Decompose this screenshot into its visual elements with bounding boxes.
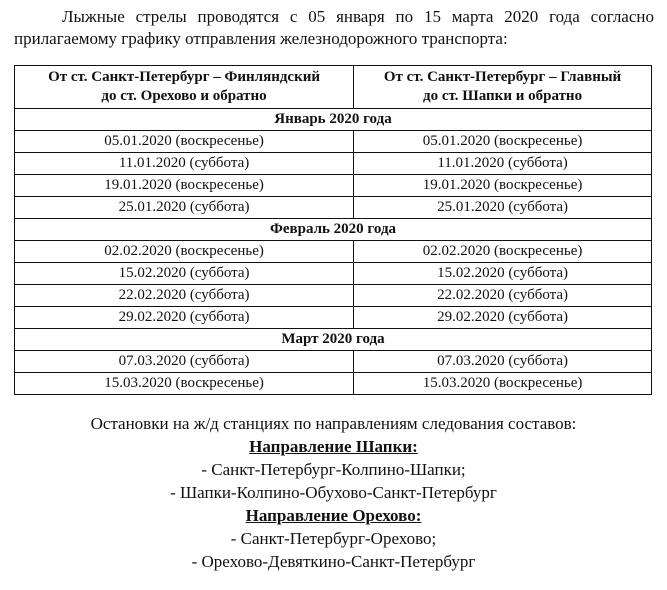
header-line: От ст. Санкт-Петербург – Финляндский (48, 69, 321, 85)
table-row (15, 197, 652, 219)
date-cell: 05.01.2020 (воскресенье) (354, 131, 652, 153)
header-line: до ст. Орехово и обратно (101, 88, 267, 104)
date-cell: 22.02.2020 (суббота) (354, 285, 652, 307)
month-label: Февраль 2020 года (15, 219, 652, 241)
table-row (15, 153, 652, 175)
table-row (15, 131, 652, 153)
date-cell: 07.03.2020 (суббота) (354, 351, 652, 373)
date-cell: 15.02.2020 (суббота) (354, 263, 652, 285)
header-glavny (354, 66, 652, 109)
direction-title-orekhovo: Направление Орехово: (245, 506, 422, 525)
date-cell: 29.02.2020 (суббота) (354, 307, 652, 329)
table-row (15, 175, 652, 197)
date-cell: 19.01.2020 (воскресенье) (15, 175, 354, 197)
date-cell: 02.02.2020 (воскресенье) (354, 241, 652, 263)
month-row (15, 219, 652, 241)
month-row (15, 109, 652, 131)
date-cell: 11.01.2020 (суббота) (15, 153, 354, 175)
header-finlyandsky (15, 66, 354, 109)
header-line: От ст. Санкт-Петербург – Главный (383, 69, 622, 85)
table-row (15, 285, 652, 307)
date-cell: 07.03.2020 (суббота) (15, 351, 354, 373)
date-cell: 15.03.2020 (воскресенье) (15, 373, 354, 395)
date-cell: 05.01.2020 (воскресенье) (15, 131, 354, 153)
month-label: Март 2020 года (15, 329, 652, 351)
table-header-row (15, 66, 652, 109)
date-cell: 15.02.2020 (суббота) (15, 263, 354, 285)
table-row (15, 241, 652, 263)
date-cell: 15.03.2020 (воскресенье) (354, 373, 652, 395)
route-line: - Шапки-Колпино-Обухово-Санкт-Петербург (170, 483, 497, 502)
date-cell: 02.02.2020 (воскресенье) (15, 241, 354, 263)
month-row (15, 329, 652, 351)
date-cell: 11.01.2020 (суббота) (354, 153, 652, 175)
month-label: Январь 2020 года (15, 109, 652, 131)
stops-intro: Остановки на ж/д станциях по направлениям следования составов: (90, 414, 577, 433)
direction-title-shapki: Направление Шапки: (249, 437, 418, 456)
date-cell: 22.02.2020 (суббота) (15, 285, 354, 307)
intro-paragraph: Лыжные стрелы проводятся с 05 января по 15 марта 2020 года согласно прилагаемому графику отправления железнодорожного транспорта: (14, 7, 654, 48)
header-line: до ст. Шапки и обратно (423, 88, 583, 104)
table-row (15, 373, 652, 395)
table-row (15, 351, 652, 373)
route-line: - Орехово-Девяткино-Санкт-Петербург (191, 552, 476, 571)
date-cell: 29.02.2020 (суббота) (15, 307, 354, 329)
table-row (15, 307, 652, 329)
route-line: - Санкт-Петербург-Орехово; (230, 529, 437, 548)
date-cell: 19.01.2020 (воскресенье) (354, 175, 652, 197)
schedule-table (14, 65, 652, 395)
stops-section (0, 412, 667, 573)
table-row (15, 263, 652, 285)
date-cell: 25.01.2020 (суббота) (15, 197, 354, 219)
date-cell: 25.01.2020 (суббота) (354, 197, 652, 219)
route-line: - Санкт-Петербург-Колпино-Шапки; (201, 460, 466, 479)
